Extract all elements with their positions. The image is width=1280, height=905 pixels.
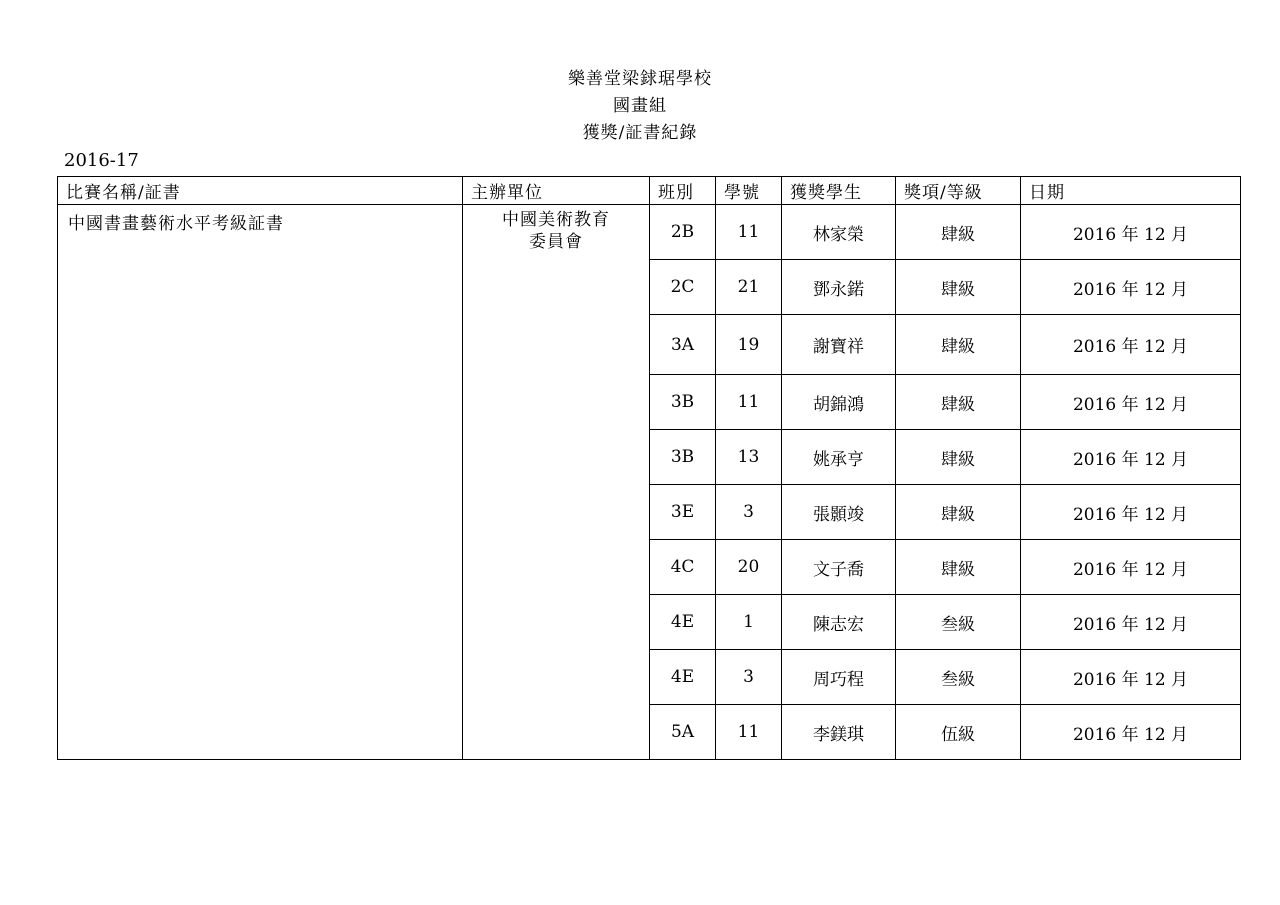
award-cell: 肆級 (896, 540, 1021, 595)
award-cell: 叁級 (896, 650, 1021, 705)
table-row (58, 205, 1241, 260)
class-cell: 3B (650, 375, 716, 430)
student-number-cell: 13 (716, 430, 782, 485)
date-cell: 2016 年 12 月 (1021, 705, 1241, 760)
date-cell: 2016 年 12 月 (1021, 595, 1241, 650)
student-number-cell: 1 (716, 595, 782, 650)
table-header-row (58, 177, 1241, 205)
class-cell: 4E (650, 650, 716, 705)
document-header (0, 66, 1280, 147)
student-name-cell: 胡錦鴻 (782, 375, 896, 430)
student-number-cell: 11 (716, 705, 782, 760)
record-title: 獲獎/証書紀錄 (582, 123, 698, 143)
group-name: 國畫組 (613, 96, 667, 116)
student-number-cell: 11 (716, 205, 782, 260)
date-cell: 2016 年 12 月 (1021, 540, 1241, 595)
student-name-cell: 謝寶祥 (782, 315, 896, 375)
organizer-cell (463, 205, 650, 760)
class-cell: 3A (650, 315, 716, 375)
school-year: 2016-17 (64, 150, 139, 171)
student-number-cell: 20 (716, 540, 782, 595)
student-number-cell: 3 (716, 485, 782, 540)
award-cell: 叁級 (896, 595, 1021, 650)
award-cell: 伍級 (896, 705, 1021, 760)
student-number-cell: 11 (716, 375, 782, 430)
award-cell: 肆級 (896, 260, 1021, 315)
column-header-date: 日期 (1021, 177, 1241, 205)
school-name: 樂善堂梁銶琚學校 (568, 69, 712, 89)
column-header-award: 獎項/等級 (896, 177, 1021, 205)
column-header-organizer: 主辦單位 (463, 177, 650, 205)
class-cell: 2C (650, 260, 716, 315)
column-header-student: 獲獎學生 (782, 177, 896, 205)
organizer-line-1: 中國美術教育 (502, 210, 610, 230)
column-header-competition: 比賽名稱/証書 (58, 177, 463, 205)
student-name-cell: 陳志宏 (782, 595, 896, 650)
class-cell: 3E (650, 485, 716, 540)
student-name-cell: 鄧永鍩 (782, 260, 896, 315)
student-number-cell: 21 (716, 260, 782, 315)
award-record-table (57, 176, 1241, 760)
award-cell: 肆級 (896, 485, 1021, 540)
date-cell: 2016 年 12 月 (1021, 315, 1241, 375)
date-cell: 2016 年 12 月 (1021, 485, 1241, 540)
date-cell: 2016 年 12 月 (1021, 260, 1241, 315)
student-name-cell: 林家榮 (782, 205, 896, 260)
student-number-cell: 19 (716, 315, 782, 375)
student-number-cell: 3 (716, 650, 782, 705)
class-cell: 2B (650, 205, 716, 260)
competition-name-cell: 中國書畫藝術水平考級証書 (58, 205, 463, 760)
date-cell: 2016 年 12 月 (1021, 430, 1241, 485)
award-cell: 肆級 (896, 205, 1021, 260)
class-cell: 4E (650, 595, 716, 650)
student-name-cell: 周巧程 (782, 650, 896, 705)
class-cell: 4C (650, 540, 716, 595)
student-name-cell: 文子喬 (782, 540, 896, 595)
column-header-class: 班別 (650, 177, 716, 205)
date-cell: 2016 年 12 月 (1021, 205, 1241, 260)
organizer-line-2: 委員會 (529, 232, 583, 252)
student-name-cell: 姚承亨 (782, 430, 896, 485)
column-header-student-number: 學號 (716, 177, 782, 205)
award-cell: 肆級 (896, 315, 1021, 375)
class-cell: 3B (650, 430, 716, 485)
date-cell: 2016 年 12 月 (1021, 375, 1241, 430)
date-cell: 2016 年 12 月 (1021, 650, 1241, 705)
class-cell: 5A (650, 705, 716, 760)
award-cell: 肆級 (896, 375, 1021, 430)
award-cell: 肆級 (896, 430, 1021, 485)
student-name-cell: 張顥竣 (782, 485, 896, 540)
student-name-cell: 李鎂琪 (782, 705, 896, 760)
